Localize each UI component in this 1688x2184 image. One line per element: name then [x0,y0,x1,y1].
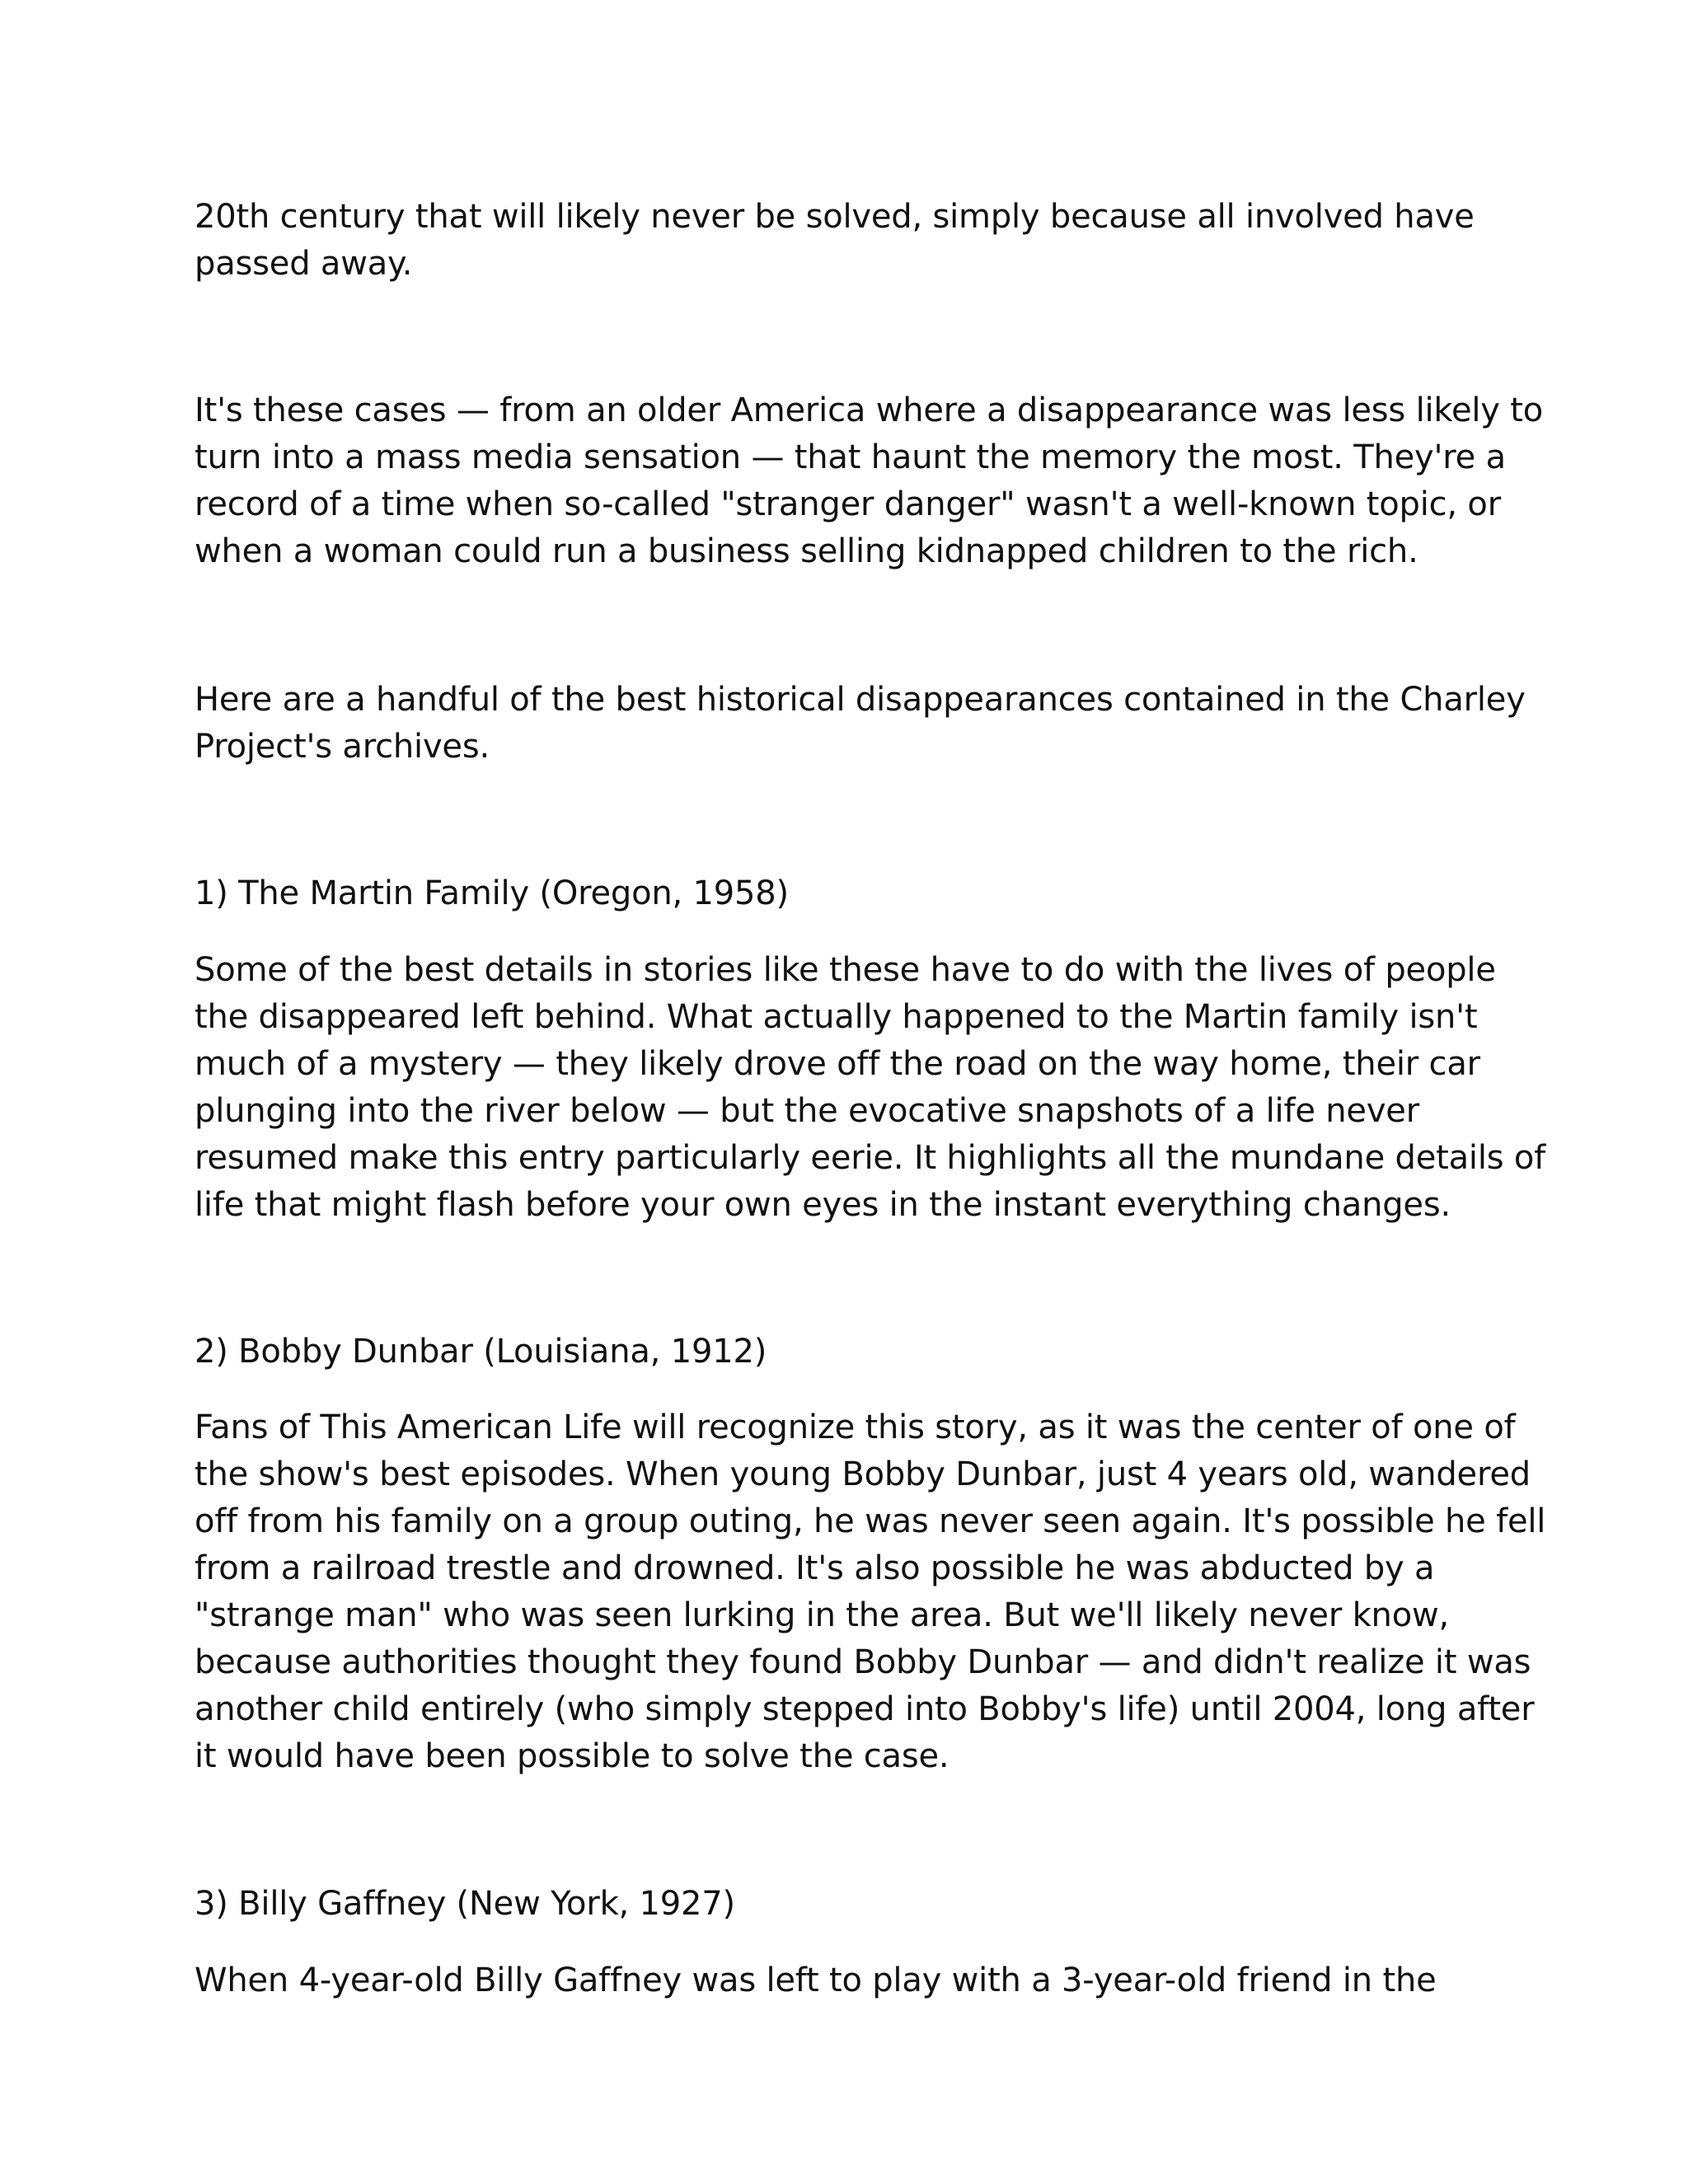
section-body-billy-gaffney [195,1957,1513,2004]
text-line: Here are a handful of the best historical disappearances contained in the Charley [195,681,1526,719]
text-line: record of a time when so-called "stranger danger" wasn't a well-known topic, or [195,485,1501,523]
text-line: When 4-year-old Billy Gaffney was left to play with a 3-year-old friend in the [195,1961,1437,1999]
text-line: life that might flash before your own eyes in the instant everything changes. [195,1186,1451,1224]
section-heading-billy-gaffney: 3) Billy Gaffney (New York, 1927) [195,1885,735,1923]
text-line: from a railroad trestle and drowned. It's also possible he was abducted by a [195,1549,1435,1587]
text-line: It's these cases — from an older America where a disappearance was less likely to [195,391,1544,429]
paragraph-older-america [195,387,1544,575]
text-line: when a woman could run a business selling kidnapped children to the rich. [195,532,1418,570]
text-line: plunging into the river below — but the evocative snapshots of a life never [195,1092,1419,1130]
paragraph-handful [195,677,1526,771]
text-line: the show's best episodes. When young Bobby Dunbar, just 4 years old, wandered [195,1455,1531,1493]
text-line: turn into a mass media sensation — that haunt the memory the most. They're a [195,438,1506,476]
text-line: 20th century that will likely never be solved, simply because all involved have [195,198,1475,236]
text-line: passed away. [195,245,413,283]
section-heading-bobby-dunbar: 2) Bobby Dunbar (Louisiana, 1912) [195,1333,767,1371]
text-line: much of a mystery — they likely drove off the road on the way home, their car [195,1045,1480,1083]
text-line: off from his family on a group outing, he was never seen again. It's possible he fell [195,1502,1546,1540]
text-line: "strange man" who was seen lurking in the area. But we'll likely never know, [195,1596,1450,1634]
section-body-martin-family [195,947,1546,1229]
text-line: Fans of This American Life will recognize this story, as it was the center of one of [195,1408,1516,1446]
text-line: another child entirely (who simply stepped into Bobby's life) until 2004, long after [195,1690,1535,1728]
text-line: resumed make this entry particularly eerie. It highlights all the mundane details of [195,1139,1546,1177]
section-heading-martin-family: 1) The Martin Family (Oregon, 1958) [195,874,789,912]
text-line: it would have been possible to solve the case. [195,1737,950,1775]
section-body-bobby-dunbar [195,1404,1546,1780]
text-line: Project's archives. [195,728,490,766]
text-line: because authorities thought they found Bobby Dunbar — and didn't realize it was [195,1643,1531,1681]
paragraph-intro-end [195,194,1513,288]
text-line: the disappeared left behind. What actually happened to the Martin family isn't [195,998,1478,1036]
text-line: Some of the best details in stories like these have to do with the lives of people [195,951,1496,989]
